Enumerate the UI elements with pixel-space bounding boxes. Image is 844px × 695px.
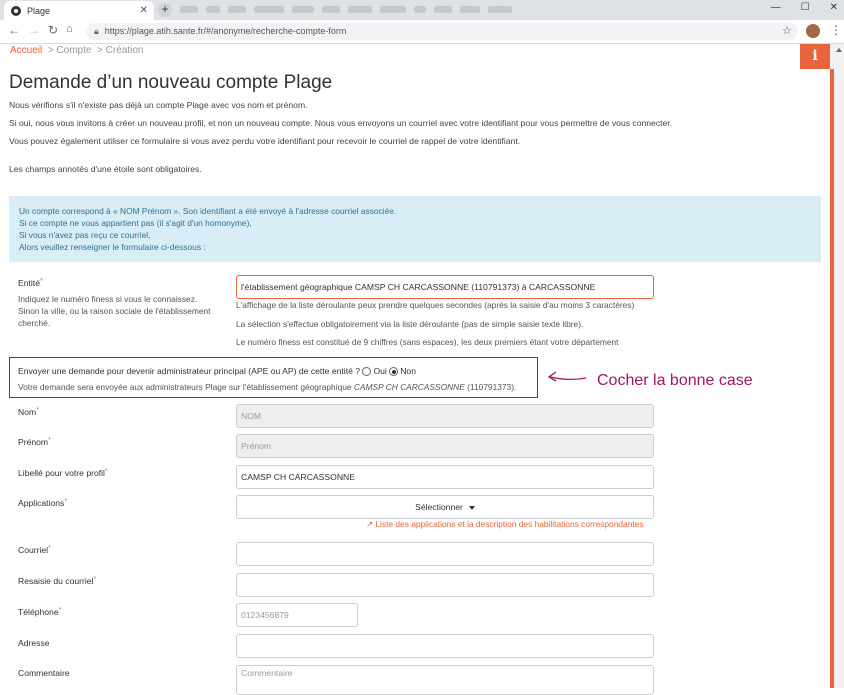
courriel-label — [18, 545, 51, 555]
new-tab-button[interactable]: + — [158, 3, 172, 17]
entite-note-1: L'affichage de la liste déroulante peux prendre quelques secondes (après la saisie d'au moins 3 caractères) — [236, 300, 635, 310]
annotation-text: Cocher la bonne case — [597, 372, 753, 389]
entite-label — [18, 278, 43, 288]
radio-oui-label[interactable]: Oui — [373, 366, 387, 376]
nom-label — [18, 407, 39, 417]
entite-input[interactable]: l'établissement géographique CAMSP CH CARCASSONNE (110791373) à CARCASSONNE — [236, 275, 654, 299]
close-window-button[interactable]: ✕ — [829, 2, 838, 13]
commentaire-label: Commentaire — [18, 668, 70, 678]
radio-oui[interactable] — [362, 367, 371, 376]
admin-sentence-prefix: Votre demande sera envoyée aux administrateurs Plage sur l'établissement géographique — [18, 382, 352, 392]
breadcrumb — [10, 45, 143, 56]
telephone-input[interactable]: 0123456879 — [236, 603, 358, 627]
address-bar[interactable] — [86, 23, 798, 40]
breadcrumb-separator: > — [97, 45, 103, 56]
required-star: * — [36, 407, 39, 414]
page-content — [0, 44, 844, 688]
required-star: * — [104, 468, 108, 475]
required-star: * — [64, 498, 68, 505]
required-star: * — [93, 576, 97, 583]
scrollbar[interactable] — [830, 44, 844, 688]
admin-sentence-code: (110791373). — [467, 382, 517, 392]
tab-close-icon[interactable]: ✕ — [139, 5, 148, 16]
breadcrumb-creation: Création — [105, 45, 144, 56]
entite-note-3: Le numéro finess est constitué de 9 chiffres (sans espaces), les deux premiers étant votre département — [236, 337, 619, 347]
breadcrumb-separator: > — [47, 45, 54, 56]
admin-question-text: Envoyer une demande pour devenir administrateur principal (APE ou AP) de cette entité ? — [18, 366, 361, 376]
page-title: Demande d’un nouveau compte Plage — [9, 72, 333, 93]
forward-arrow-icon[interactable]: → — [28, 23, 40, 37]
applications-label-text: Applications — [18, 498, 65, 508]
home-icon[interactable]: ⌂ — [66, 23, 73, 35]
maximize-button[interactable]: ☐ — [800, 2, 810, 13]
site-favicon-icon — [11, 6, 21, 16]
info-line-3: Si vous n'avez pas reçu ce courriel, — [19, 230, 151, 240]
applications-link-text[interactable]: Liste des applications et la description des habilitations correspondantes — [375, 519, 644, 529]
info-line-1: Un compte correspond à « NOM Prénom ». Son identifiant a été envoyé à l'adresse courriel associée. — [19, 206, 397, 216]
resaisie-courriel-input[interactable] — [236, 573, 654, 597]
admin-question — [18, 366, 416, 376]
info-button[interactable]: i — [800, 44, 830, 69]
resaisie-label — [18, 576, 96, 586]
libelle-input[interactable]: CAMSP CH CARCASSONNE — [236, 465, 654, 489]
kebab-menu-icon[interactable]: ⋮ — [830, 23, 842, 37]
radio-non-label[interactable]: Non — [400, 366, 416, 376]
required-star: * — [39, 278, 43, 285]
adresse-input[interactable] — [236, 634, 654, 658]
libelle-label-text: Libellé pour votre profil — [18, 468, 105, 478]
browser-tab[interactable] — [4, 1, 154, 20]
annotation-arrow-icon — [546, 371, 588, 385]
libelle-label — [18, 468, 108, 478]
nom-label-text: Nom — [18, 407, 37, 417]
minimize-button[interactable]: — — [770, 2, 781, 13]
blurred-bookmarks — [180, 6, 512, 13]
required-star: * — [58, 607, 62, 614]
telephone-label — [18, 607, 61, 617]
sidebar-accent-bar — [830, 69, 834, 688]
adresse-label: Adresse — [18, 638, 50, 648]
window-controls — [771, 2, 838, 13]
caret-down-icon — [469, 506, 475, 510]
admin-sentence — [18, 382, 516, 392]
admin-request-box — [9, 357, 538, 398]
commentaire-textarea[interactable]: Commentaire — [236, 665, 654, 695]
radio-non[interactable] — [389, 367, 398, 376]
intro-line-3: Vous pouvez également utiliser ce formulaire si vous avez perdu votre identifiant pour recevoir le courriel de rappel de votre identifiant. — [9, 136, 521, 146]
required-star: * — [48, 437, 51, 444]
resaisie-label-text: Resaisie du courriel — [18, 576, 94, 586]
intro-line-1: Nous vérifions s'il n'existe pas déjà un compte Plage avec vos nom et prénom. — [9, 100, 308, 110]
prenom-input[interactable]: Prénom — [236, 434, 654, 458]
breadcrumb-compte: Compte — [56, 45, 92, 56]
info-alert — [9, 196, 821, 262]
prenom-label — [18, 437, 51, 447]
admin-sentence-entity: CAMSP CH CARCASSONNE — [353, 382, 465, 392]
entite-label-text: Entité — [18, 278, 40, 288]
entite-help: Indiquez le numéro finess si vous le connaissez. Sinon la ville, ou la raison sociale de l'établissement cherché. — [18, 294, 211, 328]
tab-title: Plage — [27, 5, 51, 16]
entite-note-2: La sélection s'effectue obligatoirement via la liste déroulante (pas de simple saisie texte libre). — [236, 319, 584, 329]
browser-toolbar — [0, 20, 844, 44]
breadcrumb-home[interactable]: Accueil — [10, 45, 43, 56]
info-line-2: Si ce compte ne vous appartient pas (il s'agit d'un homonyme), — [19, 218, 252, 228]
nom-input[interactable]: NOM — [236, 404, 654, 428]
external-link-icon: ↗ — [366, 519, 374, 529]
applications-select-button[interactable] — [236, 495, 654, 519]
browser-tab-bar — [0, 0, 844, 20]
url-text: https://plage.atih.sante.fr/#/anonyme/recherche-compte-form — [104, 26, 347, 36]
telephone-label-text: Téléphone — [18, 607, 59, 617]
courriel-input[interactable] — [236, 542, 654, 566]
required-star: * — [48, 545, 51, 552]
reload-icon[interactable]: ↻ — [48, 23, 59, 37]
applications-select-label: Sélectionner — [415, 502, 463, 512]
applications-label — [18, 498, 67, 508]
info-line-4: Alors veuillez renseigner le formulaire ci-dessous : — [19, 242, 206, 252]
prenom-label-text: Prénom — [18, 437, 49, 447]
bookmark-star-icon[interactable]: ☆ — [782, 25, 792, 37]
intro-line-2: Si oui, nous vous invitons à créer un nouveau profil, et non un nouveau compte. Nous vous envoyons un courriel avec votre identifiant pour vous permettre de vous connecter. — [9, 118, 673, 128]
applications-link[interactable] — [366, 519, 644, 529]
back-arrow-icon[interactable]: ← — [8, 23, 20, 37]
scroll-up-icon[interactable] — [836, 48, 842, 52]
required-note: Les champs annotés d'une étoile sont obligatoires. — [9, 164, 202, 174]
profile-avatar-icon[interactable] — [806, 24, 820, 38]
courriel-label-text: Courriel — [18, 545, 49, 555]
lock-icon: 🔒︎ — [94, 26, 99, 36]
